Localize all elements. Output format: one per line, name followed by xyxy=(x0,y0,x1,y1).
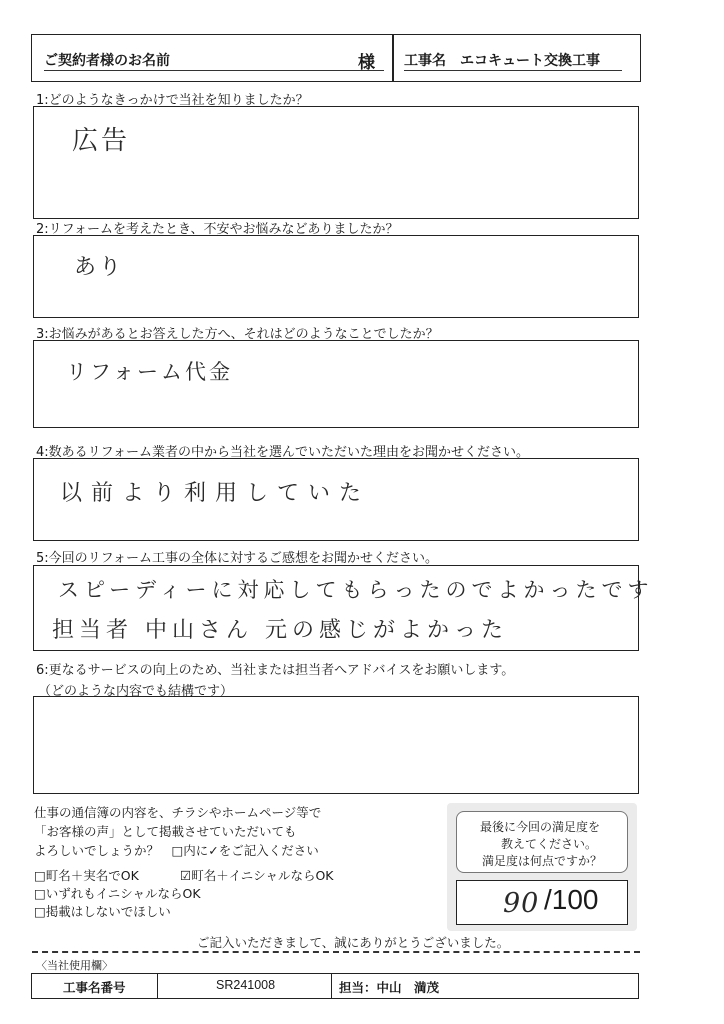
consent-option-1[interactable]: □町名＋実名でOK xyxy=(34,868,139,883)
score-value: 90 xyxy=(503,888,540,919)
name-underline xyxy=(44,70,384,71)
answer-3: リフォーム代金 xyxy=(66,360,233,384)
question-1: 1:どのようなきっかけで当社を知りましたか？ xyxy=(36,93,309,108)
staff-label: 担当：中山 満茂 xyxy=(339,980,440,995)
satisfaction-line-2: 教えてください。 xyxy=(501,837,598,851)
office-use-label: 〈当社使用欄〉 xyxy=(36,959,113,972)
header-divider xyxy=(392,34,394,82)
consent-option-2[interactable]: ☑町名＋イニシャルならOK xyxy=(180,868,334,883)
dashed-separator xyxy=(32,951,640,953)
satisfaction-line-3: 満足度は何点ですか？ xyxy=(482,854,603,868)
sama-label: 様 xyxy=(358,53,375,73)
answer-5-line-1: スピーディーに対応してもらったのでよかったです xyxy=(58,578,654,602)
answer-4: 以前より利用していた xyxy=(60,481,371,506)
question-6-sub: （どのような内容でも結構です） xyxy=(38,684,234,699)
question-3: 3:お悩みがあるとお答えした方へ、それはどのようなことでしたか？ xyxy=(36,327,439,342)
question-5: 5:今回のリフォーム工事の全体に対するご感想をお聞かせください。 xyxy=(36,551,439,566)
score-max: /100 xyxy=(544,884,599,915)
answer-2: あり xyxy=(74,255,125,280)
answer-5-line-2: 担当者 中山さん 元の感じがよかった xyxy=(52,618,508,643)
name-label: ご契約者様のお名前 xyxy=(44,53,170,69)
project-number-label: 工事名番号 xyxy=(63,980,126,995)
consent-text-3: よろしいでしょうか？ □内に✓をご記入ください xyxy=(34,843,319,858)
consent-option-3[interactable]: □いずれもイニシャルならOK xyxy=(34,886,201,901)
score-box[interactable] xyxy=(456,880,628,925)
office-divider-1 xyxy=(157,973,158,999)
consent-text-1: 仕事の通信簿の内容を、チラシやホームページ等で xyxy=(34,805,322,820)
thanks-message: ご記入いただきまして、誠にありがとうございました。 xyxy=(197,935,510,950)
satisfaction-line-1: 最後に今回の満足度を xyxy=(480,820,601,834)
project-underline xyxy=(404,70,622,71)
project-number-value: SR241008 xyxy=(216,978,276,992)
answer-box-6[interactable] xyxy=(33,696,639,794)
consent-text-2: 「お客様の声」として掲載させていただいても xyxy=(34,824,297,839)
question-4: 4:数あるリフォーム業者の中から当社を選んでいただいた理由をお聞かせください。 xyxy=(36,445,530,460)
project-value: エコキュート交換工事 xyxy=(460,53,600,69)
question-2: 2:リフォームを考えたとき、不安やお悩みなどありましたか？ xyxy=(36,222,399,237)
office-divider-2 xyxy=(331,973,332,999)
answer-1: 広告 xyxy=(72,126,131,156)
question-6: 6:更なるサービスの向上のため、当社または担当者へアドバイスをお願いします。 xyxy=(36,663,515,678)
project-label: 工事名 xyxy=(404,53,446,69)
consent-option-4[interactable]: □掲載はしないでほしい xyxy=(34,904,171,919)
